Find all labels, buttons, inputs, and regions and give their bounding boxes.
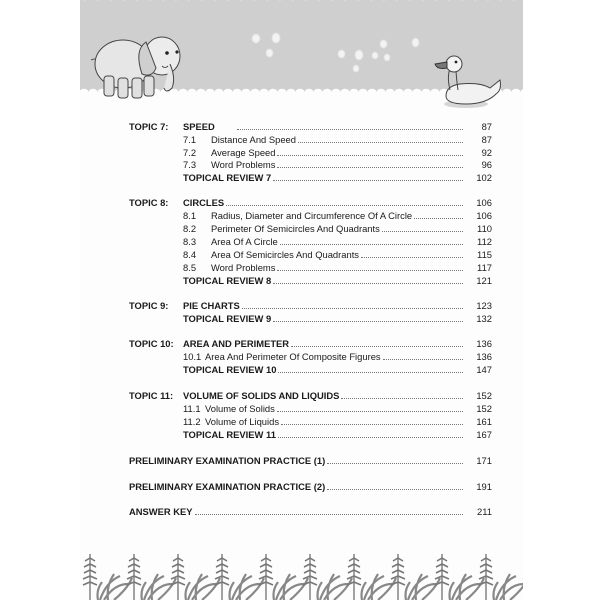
extra-title: PRELIMINARY EXAMINATION PRACTICE (1)	[129, 455, 326, 466]
page-number: 87	[481, 121, 492, 132]
section-number: 8.4	[183, 249, 197, 260]
review-title: TOPICAL REVIEW 7	[183, 172, 272, 183]
toc-review-row[interactable]	[0, 171, 600, 185]
toc-review-row[interactable]	[0, 428, 600, 442]
extra-title: PRELIMINARY EXAMINATION PRACTICE (2)	[129, 481, 326, 492]
dot-leader	[277, 167, 463, 168]
duck-illustration	[432, 52, 508, 112]
dot-leader	[361, 257, 463, 258]
dot-leader	[327, 489, 463, 490]
toc-subsection-row[interactable]	[0, 415, 600, 429]
topic-label: TOPIC 11:	[129, 390, 174, 401]
toc-topic-row[interactable]	[0, 389, 600, 403]
page-number: 161	[476, 416, 492, 427]
section-number: 7.2	[183, 147, 197, 158]
bubble-decoration	[355, 50, 363, 60]
dot-leader	[280, 244, 463, 245]
toc-subsection-row[interactable]	[0, 222, 600, 236]
page-number: 132	[476, 313, 492, 324]
section-title: Volume of Liquids	[205, 416, 280, 427]
page-number: 102	[476, 172, 492, 183]
page-number: 117	[477, 262, 492, 273]
dot-leader	[277, 155, 463, 156]
extra-title: ANSWER KEY	[129, 506, 193, 517]
toc-topic-row[interactable]	[0, 196, 600, 210]
page-number: 136	[476, 338, 492, 349]
dot-leader	[226, 205, 463, 206]
toc-review-row[interactable]	[0, 363, 600, 377]
dot-leader	[382, 231, 463, 232]
section-title: Word Problems	[211, 262, 276, 273]
dot-leader	[281, 424, 463, 425]
topic-label: TOPIC 9:	[129, 300, 169, 311]
page-number: 112	[477, 236, 492, 247]
page-number: 211	[477, 506, 492, 517]
section-number: 8.3	[183, 236, 197, 247]
toc-topic-row[interactable]	[0, 120, 600, 134]
topic-title: AREA AND PERIMETER	[183, 338, 290, 349]
toc-subsection-row[interactable]	[0, 350, 600, 364]
section-title: Radius, Diameter and Circumference Of A Circle	[211, 210, 413, 221]
toc-review-row[interactable]	[0, 274, 600, 288]
banner-scallop-top	[80, 0, 523, 4]
dot-leader	[277, 270, 463, 271]
toc-subsection-row[interactable]	[0, 133, 600, 147]
page-number: 115	[477, 249, 492, 260]
elephant-illustration	[88, 26, 188, 102]
section-number: 7.1	[183, 134, 197, 145]
toc-subsection-row[interactable]	[0, 248, 600, 262]
toc-extra-row[interactable]	[0, 480, 600, 494]
dot-leader	[327, 463, 463, 464]
page-number: 152	[476, 390, 492, 401]
topic-title: CIRCLES	[183, 197, 225, 208]
dot-leader	[383, 359, 463, 360]
toc-subsection-row[interactable]	[0, 209, 600, 223]
dot-leader	[273, 321, 463, 322]
review-title: TOPICAL REVIEW 9	[183, 313, 272, 324]
page-number: 121	[476, 275, 492, 286]
section-number: 7.3	[183, 159, 197, 170]
dot-leader	[341, 398, 463, 399]
section-title: Word Problems	[211, 159, 276, 170]
toc-subsection-row[interactable]	[0, 235, 600, 249]
toc-topic-row[interactable]	[0, 337, 600, 351]
dot-leader	[242, 308, 463, 309]
page-number: 147	[476, 364, 492, 375]
page-number: 191	[476, 481, 492, 492]
dot-leader	[291, 346, 463, 347]
bubble-decoration	[380, 40, 387, 48]
page-number: 171	[476, 455, 492, 466]
section-number: 8.2	[183, 223, 197, 234]
toc-extra-row[interactable]	[0, 454, 600, 468]
section-number: 8.1	[183, 210, 197, 221]
page-number: 123	[476, 300, 492, 311]
bubble-decoration	[353, 65, 359, 72]
fern-border-icon	[80, 548, 523, 600]
page-number: 87	[481, 134, 492, 145]
bubble-decoration	[338, 50, 345, 58]
dot-leader	[278, 437, 463, 438]
page-number: 136	[476, 351, 492, 362]
bubble-decoration	[384, 54, 390, 61]
bubble-decoration	[372, 52, 378, 59]
review-title: TOPICAL REVIEW 11	[183, 429, 276, 440]
section-title: Area Of Semicircles And Quadrants	[211, 249, 359, 260]
bubble-decoration	[272, 33, 280, 43]
section-number: 11.1	[183, 403, 201, 414]
topic-label: TOPIC 10:	[129, 338, 174, 349]
topic-title: SPEED	[183, 121, 215, 132]
section-number: 10.1	[183, 351, 202, 362]
page-number: 106	[476, 197, 492, 208]
topic-label: TOPIC 7:	[129, 121, 169, 132]
section-number: 8.5	[183, 262, 197, 273]
review-title: TOPICAL REVIEW 10	[183, 364, 277, 375]
dot-leader	[298, 142, 463, 143]
bubble-decoration	[252, 34, 260, 43]
toc-extra-row[interactable]	[0, 505, 600, 519]
page-number: 96	[481, 159, 492, 170]
section-title: Volume of Solids	[205, 403, 275, 414]
topic-title: PIE CHARTS	[183, 300, 240, 311]
toc-subsection-row[interactable]	[0, 261, 600, 275]
dot-leader	[277, 411, 463, 412]
section-number: 11.2	[183, 416, 201, 427]
dot-leader	[278, 372, 463, 373]
section-title: Distance And Speed	[211, 134, 296, 145]
page-number: 152	[476, 403, 492, 414]
dot-leader	[414, 218, 463, 219]
toc-review-row[interactable]	[0, 312, 600, 326]
bubble-decoration	[412, 38, 419, 47]
page-number: 92	[481, 147, 492, 158]
topic-title: VOLUME OF SOLIDS AND LIQUIDS	[183, 390, 340, 401]
dot-leader	[273, 283, 463, 284]
review-title: TOPICAL REVIEW 8	[183, 275, 272, 286]
fern-border	[80, 548, 523, 600]
page-number: 167	[476, 429, 492, 440]
section-title: Area Of A Circle	[211, 236, 278, 247]
dot-leader	[237, 129, 463, 130]
section-title: Average Speed	[211, 147, 276, 158]
section-title: Perimeter Of Semicircles And Quadrants	[211, 223, 380, 234]
toc-subsection-row[interactable]	[0, 158, 600, 172]
page-number: 106	[476, 210, 492, 221]
section-title: Area And Perimeter Of Composite Figures	[205, 351, 381, 362]
page-number: 110	[477, 223, 492, 234]
dot-leader	[195, 514, 463, 515]
topic-label: TOPIC 8:	[129, 197, 169, 208]
bubble-decoration	[266, 49, 273, 57]
dot-leader	[273, 180, 463, 181]
toc-topic-row[interactable]	[0, 299, 600, 313]
toc-subsection-row[interactable]	[0, 402, 600, 416]
